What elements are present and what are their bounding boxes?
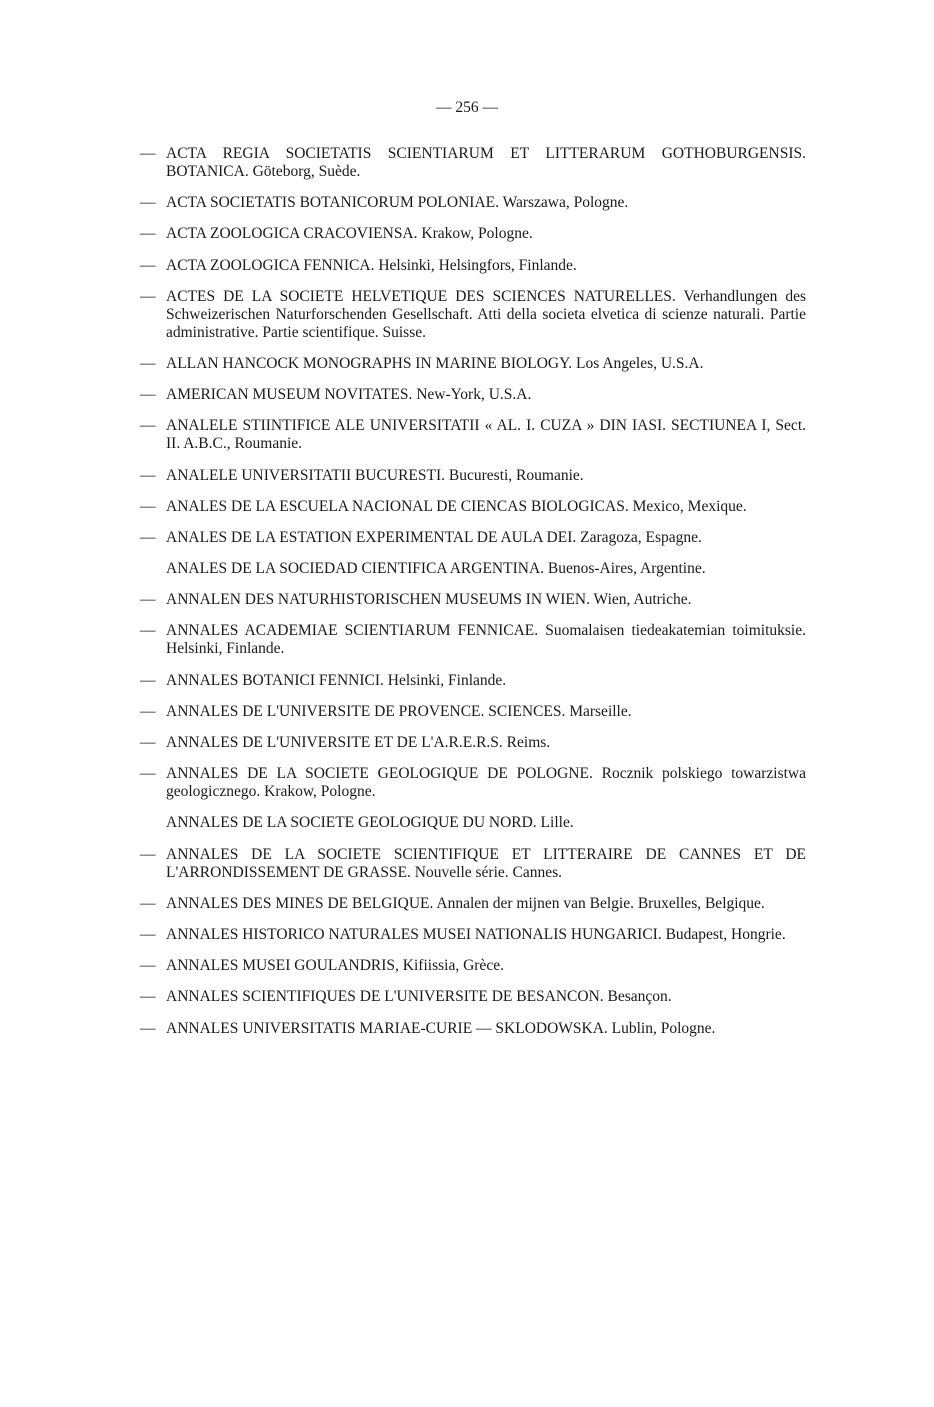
entry-text: ANNALES HISTORICO NATURALES MUSEI NATIONALIS HUNGARICI. Budapest, Hongrie. — [166, 925, 786, 943]
entry-dash: — — [140, 845, 156, 863]
list-item — [140, 417, 806, 453]
entry-text: ANNALES BOTANICI FENNICI. Helsinki, Finlande. — [166, 671, 507, 689]
list-item — [140, 957, 806, 975]
entry-text: ANNALES DES MINES DE BELGIQUE. Annalen der mijnen van Belgie. Bruxelles, Belgique. — [166, 894, 765, 912]
list-item — [140, 355, 806, 373]
list-item — [140, 257, 806, 275]
entry-text: ANNALES UNIVERSITATIS MARIAE-CURIE — SKLODOWSKA. Lublin, Pologne. — [166, 1019, 716, 1037]
entry-dash: — — [140, 591, 156, 609]
entry-text: ANNALES MUSEI GOULANDRIS, Kifiissia, Grèce. — [166, 957, 504, 975]
entry-text: ANALELE UNIVERSITATII BUCURESTI. Bucuresti, Roumanie. — [166, 466, 584, 484]
list-item — [140, 560, 806, 578]
entry-dash: — — [140, 894, 156, 912]
entry-dash: — — [140, 386, 156, 404]
entry-dash: — — [140, 765, 156, 783]
entry-dash: — — [140, 256, 156, 274]
entry-dash: — — [140, 622, 156, 640]
entry-dash: — — [140, 957, 156, 975]
entry-text: ACTA ZOOLOGICA FENNICA. Helsinki, Helsingfors, Finlande. — [166, 256, 577, 274]
entry-text: ACTA ZOOLOGICA CRACOVIENSA. Krakow, Pologne. — [166, 225, 533, 243]
list-item — [140, 703, 806, 721]
entry-dash: — — [140, 417, 156, 435]
entry-text: ANNALEN DES NATURHISTORISCHEN MUSEUMS IN WIEN. Wien, Autriche. — [166, 591, 692, 609]
list-item — [140, 734, 806, 752]
entry-text: ALLAN HANCOCK MONOGRAPHS IN MARINE BIOLOGY. Los Angeles, U.S.A. — [166, 354, 704, 372]
list-item — [140, 386, 806, 404]
entry-text: ANNALES DE LA SOCIETE GEOLOGIQUE DE POLOGNE. Rocznik polskiego towarzistwa geologicznego. Krakow, Pologne. — [166, 765, 806, 801]
entry-dash: — — [140, 1019, 156, 1037]
entry-dash: — — [140, 466, 156, 484]
entry-text: ANALES DE LA ESTATION EXPERIMENTAL DE AULA DEI. Zaragoza, Espagne. — [166, 528, 702, 546]
list-item — [140, 498, 806, 516]
entry-list — [140, 145, 806, 1051]
list-item — [140, 988, 806, 1006]
list-item — [140, 814, 806, 832]
entry-text: ANNALES DE L'UNIVERSITE DE PROVENCE. SCIENCES. Marseille. — [166, 702, 632, 720]
entry-dash: — — [140, 145, 156, 162]
list-item — [140, 145, 806, 181]
entry-dash: — — [140, 988, 156, 1006]
entry-dash: — — [140, 225, 156, 243]
entry-text: ANALES DE LA ESCUELA NACIONAL DE CIENCAS BIOLOGICAS. Mexico, Mexique. — [166, 497, 747, 515]
list-item — [140, 467, 806, 485]
entry-dash: — — [140, 497, 156, 515]
list-item — [140, 225, 806, 243]
list-item — [140, 765, 806, 801]
entry-dash: — — [140, 734, 156, 751]
entry-dash: — — [140, 354, 156, 372]
page-number: — 256 — — [436, 99, 498, 116]
list-item — [140, 672, 806, 690]
entry-text: ANALELE STIINTIFICE ALE UNIVERSITATII « AL. I. CUZA » DIN IASI. SECTIUNEA I, Sect. II. A.B.C., Roumanie. — [166, 417, 806, 453]
list-item — [140, 926, 806, 944]
list-item — [140, 622, 806, 658]
entry-text: ANALES DE LA SOCIEDAD CIENTIFICA ARGENTINA. Buenos-Aires, Argentine. — [166, 560, 706, 578]
list-item — [140, 288, 806, 342]
list-item — [140, 591, 806, 609]
entry-text: AMERICAN MUSEUM NOVITATES. New-York, U.S.A. — [166, 386, 532, 404]
list-item — [140, 895, 806, 913]
entry-text: ANNALES ACADEMIAE SCIENTIARUM FENNICAE. Suomalaisen tiedeakatemian toimituksie. Helsinki, Finlande. — [166, 622, 806, 658]
entry-text: ACTA REGIA SOCIETATIS SCIENTIARUM ET LITTERARUM GOTHOBURGENSIS. BOTANICA. Göteborg, Suède. — [166, 145, 806, 180]
list-item — [140, 194, 806, 212]
entry-dash: — — [140, 528, 156, 546]
entry-dash: — — [140, 702, 156, 720]
list-item — [140, 529, 806, 547]
entry-text: ACTA SOCIETATIS BOTANICORUM POLONIAE. Warszawa, Pologne. — [166, 194, 629, 212]
entry-text: ANNALES SCIENTIFIQUES DE L'UNIVERSITE DE BESANCON. Besançon. — [166, 988, 672, 1006]
list-item — [140, 846, 806, 882]
entry-dash: — — [140, 671, 156, 689]
list-item — [140, 1020, 806, 1038]
entry-text: ACTES DE LA SOCIETE HELVETIQUE DES SCIENCES NATURELLES. Verhandlungen des Schweizerischen Naturforschenden Gesellschaft. Atti della societa elvetica di scienze naturali. Partie administrative. Partie scientifique. Suisse. — [166, 287, 806, 341]
entry-dash: — — [140, 194, 156, 212]
entry-text: ANNALES DE LA SOCIETE GEOLOGIQUE DU NORD. Lille. — [166, 814, 574, 832]
entry-dash: — — [140, 287, 156, 305]
entry-dash: — — [140, 925, 156, 943]
entry-text: ANNALES DE LA SOCIETE SCIENTIFIQUE ET LITTERAIRE DE CANNES ET DE L'ARRONDISSEMENT DE GRASSE. Nouvelle série. Cannes. — [166, 845, 806, 881]
entry-text: ANNALES DE L'UNIVERSITE ET DE L'A.R.E.R.S. Reims. — [166, 734, 551, 751]
